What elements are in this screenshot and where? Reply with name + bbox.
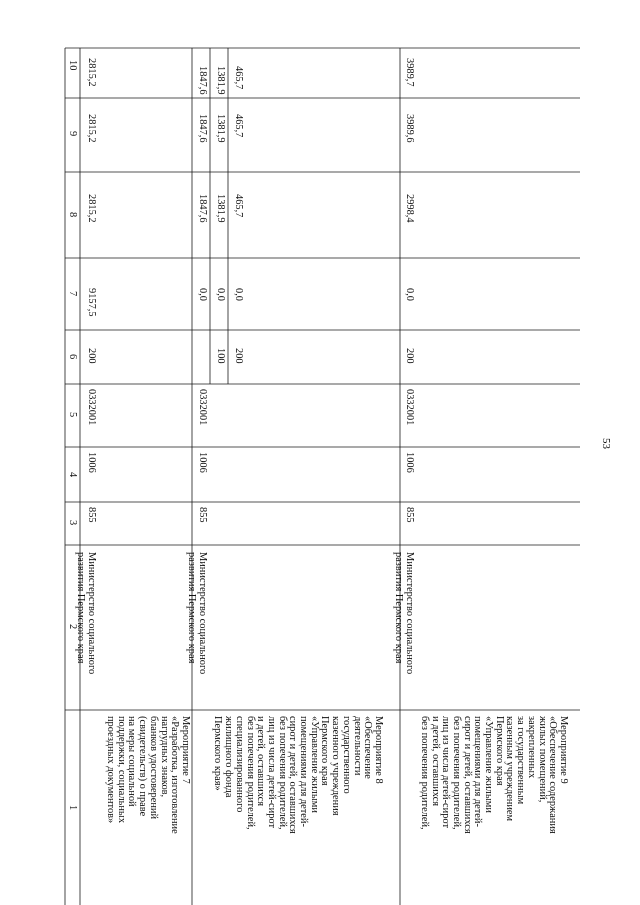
- row8-col1-line1: Мероприятие 8: [373, 716, 384, 784]
- header-col-9: 9: [67, 131, 78, 137]
- row7-col9: 2815,2: [86, 114, 97, 143]
- row9-col3: 855: [404, 507, 415, 523]
- row7-col2-line2: развития Пермского края: [75, 552, 87, 664]
- row8-col1-line14: специализированного: [233, 716, 245, 813]
- row8-col2-line2: развития Пермского края: [186, 552, 198, 664]
- row9-col2: [393, 552, 414, 674]
- header-col-3: 3: [67, 520, 78, 526]
- row8b-col7: 0,0: [215, 288, 226, 301]
- header-col-8: 8: [67, 212, 78, 218]
- row7-col4: 1006: [86, 452, 97, 473]
- row7-col3: 855: [86, 507, 97, 523]
- row7-col1-line5: (свидетельств) о праве: [137, 716, 149, 817]
- row9-col5: 0332001: [404, 389, 415, 426]
- header-col-1: 1: [67, 805, 78, 811]
- row9-col7: 0,0: [404, 288, 415, 301]
- row8c-col8: 465,7: [233, 194, 244, 218]
- row9-col1-line9: помещениями для детей-: [472, 716, 484, 827]
- row9-col1-line6: казенным учреждением: [504, 716, 516, 822]
- row7-col6: 200: [86, 348, 97, 364]
- row9-col1-line1: Мероприятие 9: [558, 716, 569, 784]
- row7-col7: 9157,5: [86, 288, 97, 317]
- row7-col5: 0332001: [86, 389, 97, 426]
- page-number: 53: [600, 438, 612, 449]
- row9-col1-line4: закрепленных: [525, 716, 537, 779]
- row8-col3: 855: [197, 507, 208, 523]
- row7-col1-line1: Мероприятие 7: [180, 716, 191, 784]
- row7-col1-line2: «Разработка, изготовление: [169, 716, 181, 834]
- row9-col1-line10: сирот и детей, оставшихся: [461, 716, 473, 834]
- row7-col10: 2815,2: [86, 58, 97, 87]
- row8-col1: [212, 716, 383, 834]
- row9-col9: 3989,6: [404, 114, 415, 143]
- row8b-col8: 1381,9: [215, 194, 226, 223]
- row7-col1-line6: на меры социальной: [126, 716, 138, 807]
- row7-col2-line1: Министерство социального: [86, 552, 97, 675]
- row8a-col10: 1847,6: [197, 66, 208, 95]
- row8b-col9: 1381,9: [215, 114, 226, 143]
- header-col-7: 7: [67, 291, 78, 297]
- row9-col6: 200: [404, 348, 415, 364]
- row8b-col10: 1381,9: [215, 66, 226, 95]
- header-col-5: 5: [67, 412, 78, 418]
- row8-col1-line6: Пермского края: [319, 716, 331, 786]
- row7-col8: 2815,2: [86, 194, 97, 223]
- row8-col1-line16: Пермского края»: [212, 716, 224, 791]
- row9-col1-line14: без попечения родителей,: [418, 716, 430, 830]
- row8-col2-line1: Министерство социального: [197, 552, 208, 675]
- row8c-col6: 200: [233, 348, 244, 364]
- header-col-10: 10: [67, 60, 78, 71]
- row8-col4: 1006: [197, 452, 208, 473]
- row9-col1-line11: без попечения родителей,: [450, 716, 462, 830]
- header-col-4: 4: [67, 472, 78, 478]
- row8-col1-line12: и детей, оставшихся: [255, 716, 267, 807]
- row8b-col6: 100: [215, 348, 226, 364]
- row8-col1-line8: помещениями для детей-: [298, 716, 310, 827]
- row9-col1: [418, 716, 568, 834]
- row9-col1-line13: и детей, оставшихся: [429, 716, 441, 807]
- row8-col1-line3: деятельности: [351, 716, 363, 776]
- row7-col1-line3: нагрудных знаков,: [158, 716, 170, 798]
- row8c-col10: 465,7: [233, 66, 244, 90]
- row7-col1-line7: поддержки, социальных: [115, 716, 127, 824]
- row9-col8: 2998,4: [404, 194, 415, 223]
- row7-col1-line4: бланков удостоверений: [147, 716, 159, 820]
- row9-col1-line2: «Обеспечение содержания: [547, 716, 559, 834]
- row9-col2-line2: развития Пермского края: [393, 552, 405, 664]
- row8a-col8: 1847,6: [197, 194, 208, 223]
- row8-col1-line10: без попечения родителей,: [276, 716, 288, 830]
- row8-col1-line4: государственного: [340, 716, 352, 794]
- row8-col1-line5: казенного учреждения: [330, 716, 342, 816]
- row7-col1: [104, 716, 190, 834]
- row8-col5: 0332001: [197, 389, 208, 426]
- row9-col4: 1006: [404, 452, 415, 473]
- row8c-col9: 465,7: [233, 114, 244, 138]
- row8-col2: [186, 552, 207, 674]
- row9-col1-line3: жилых помещений,: [536, 716, 548, 803]
- row9-col1-line7: Пермского края: [493, 716, 505, 786]
- row8-col1-line2: «Обеспечение: [362, 716, 374, 779]
- row8a-col9: 1847,6: [197, 114, 208, 143]
- row8-col1-line7: «Управление жилыми: [308, 716, 320, 813]
- row9-col2-line1: Министерство социального: [404, 552, 415, 675]
- row8-col1-line15: жилищного фонда: [223, 716, 235, 798]
- row8c-col7: 0,0: [233, 288, 244, 301]
- row9-col10: 3989,7: [404, 58, 415, 87]
- row9-col1-line5: за государственным: [515, 716, 527, 805]
- row9-col1-line12: лиц из числа детей-сирот: [440, 716, 452, 828]
- row9-col1-line8: «Управление жилыми: [483, 716, 495, 813]
- row7-col1-line8: проездных документов»: [105, 716, 117, 824]
- row8-col1-line11: лиц из числа детей-сирот: [265, 716, 277, 828]
- row8a-col7: 0,0: [197, 288, 208, 301]
- row7-col2: [75, 552, 96, 674]
- header-col-2: 2: [67, 624, 78, 630]
- row8-col1-line9: сирот и детей, оставшихся: [287, 716, 299, 834]
- row8-col1-line13: без попечения родителей,: [244, 716, 256, 830]
- header-col-6: 6: [67, 354, 78, 360]
